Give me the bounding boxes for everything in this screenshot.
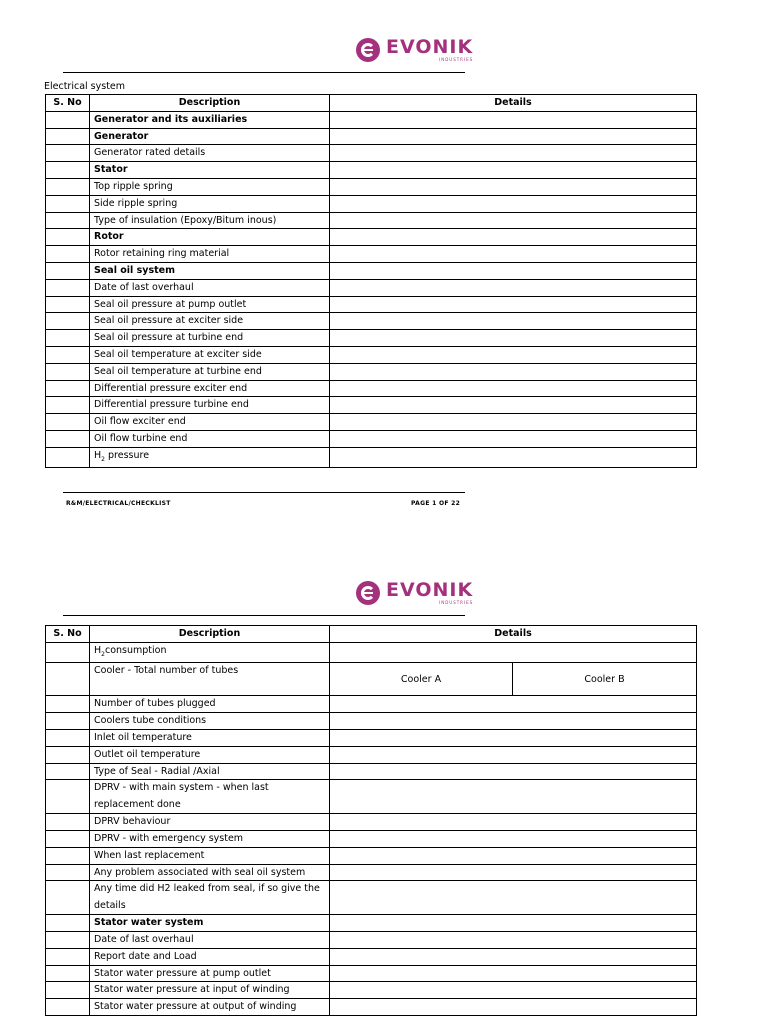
cell-cooler-b: Cooler B: [513, 663, 697, 696]
cell-description: Type of insulation (Epoxy/Bitum inous): [90, 212, 330, 229]
cell-sno: [46, 246, 90, 263]
table-row: [46, 414, 697, 431]
cell-description: Seal oil pressure at exciter side: [90, 313, 330, 330]
cell-description: Coolers tube conditions: [90, 713, 330, 730]
table-row: [46, 932, 697, 949]
table-row: [46, 696, 697, 713]
header-rule: [63, 615, 465, 616]
cell-sno: [46, 642, 90, 663]
cell-sno: [46, 915, 90, 932]
cell-details: [330, 948, 697, 965]
section-title: Electrical system: [44, 81, 126, 92]
cell-details: [330, 932, 697, 949]
cell-details: [330, 831, 697, 848]
table-header-row: [46, 95, 697, 112]
evonik-logo: [356, 38, 473, 62]
table-row: [46, 313, 697, 330]
table-row: [46, 212, 697, 229]
cell-sno: [46, 730, 90, 747]
table-header-row: [46, 626, 697, 643]
cell-sno: [46, 864, 90, 881]
table-row: [46, 380, 697, 397]
table-row: [46, 999, 697, 1016]
table-row: [46, 847, 697, 864]
cell-details: [330, 965, 697, 982]
table-row: [46, 145, 697, 162]
cell-sno: [46, 948, 90, 965]
cell-sno: [46, 145, 90, 162]
cell-sno: [46, 212, 90, 229]
header-details: Details: [330, 95, 697, 112]
cell-sno: [46, 346, 90, 363]
cell-sno: [46, 780, 90, 814]
cell-details: [330, 145, 697, 162]
header-description: Description: [90, 95, 330, 112]
cell-sno: [46, 881, 90, 915]
cell-sno: [46, 229, 90, 246]
footer-rule: [63, 492, 465, 493]
table-row: [46, 330, 697, 347]
cell-description: When last replacement: [90, 847, 330, 864]
cell-details: [330, 696, 697, 713]
checklist-table-2: [45, 625, 697, 1016]
cell-details: [330, 746, 697, 763]
cell-details: [330, 212, 697, 229]
cell-details: [330, 397, 697, 414]
cell-description: Stator: [90, 162, 330, 179]
header-sno: S. No: [46, 626, 90, 643]
cell-description: Date of last overhaul: [90, 279, 330, 296]
cell-sno: [46, 746, 90, 763]
cell-description: $H_2consumption$: [90, 642, 330, 663]
cell-description: Outlet oil temperature: [90, 746, 330, 763]
cell-sno: [46, 178, 90, 195]
table-row: [46, 780, 697, 814]
cell-description: Any time did H2 leaked from seal, if so give the details: [90, 881, 330, 915]
cell-description: Oil flow turbine end: [90, 430, 330, 447]
cell-sno: [46, 111, 90, 128]
table-row: [46, 915, 697, 932]
cell-description: Seal oil temperature at turbine end: [90, 363, 330, 380]
cell-sno: [46, 380, 90, 397]
table-row: [46, 831, 697, 848]
cell-description: Date of last overhaul: [90, 932, 330, 949]
table-row: [46, 642, 697, 663]
table-row: [46, 713, 697, 730]
cell-description: Differential pressure exciter end: [90, 380, 330, 397]
cell-details: [330, 447, 697, 468]
cell-details: [330, 128, 697, 145]
header-sno: S. No: [46, 95, 90, 112]
logo-subtitle: INDUSTRIES: [439, 57, 474, 62]
cell-details: [330, 262, 697, 279]
cell-details: [330, 847, 697, 864]
cell-sno: [46, 313, 90, 330]
table-row: [46, 447, 697, 468]
cell-details: [330, 162, 697, 179]
table-row: [46, 814, 697, 831]
footer-doc-id: R&M/ELECTRICAL/CHECKLIST: [66, 500, 171, 507]
table-row: [46, 229, 697, 246]
cell-description: DPRV - with emergency system: [90, 831, 330, 848]
cell-details: [330, 380, 697, 397]
table-row: [46, 195, 697, 212]
cell-details: [330, 346, 697, 363]
cell-sno: [46, 713, 90, 730]
cell-details: [330, 864, 697, 881]
cell-description: Stator water pressure at input of winding: [90, 982, 330, 999]
table-row: [46, 430, 697, 447]
cell-sno: [46, 999, 90, 1016]
cell-description: Rotor retaining ring material: [90, 246, 330, 263]
table-row: [46, 663, 697, 696]
table-row: [46, 279, 697, 296]
cell-sno: [46, 296, 90, 313]
cell-description: Inlet oil temperature: [90, 730, 330, 747]
cell-details: [330, 313, 697, 330]
cell-sno: [46, 932, 90, 949]
cell-details: [330, 178, 697, 195]
cell-cooler-a: Cooler A: [330, 663, 513, 696]
logo-name: EVONIK: [386, 36, 474, 58]
table-row: [46, 178, 697, 195]
cell-sno: [46, 397, 90, 414]
cell-details: [330, 430, 697, 447]
table-row: [46, 246, 697, 263]
cell-sno: [46, 414, 90, 431]
cell-sno: [46, 262, 90, 279]
cell-sno: [46, 663, 90, 696]
cell-sno: [46, 831, 90, 848]
cell-sno: [46, 430, 90, 447]
cell-sno: [46, 447, 90, 468]
evonik-logo: [356, 581, 473, 605]
table-row: [46, 363, 697, 380]
table-row: [46, 982, 697, 999]
cell-details: [330, 111, 697, 128]
table-row: [46, 397, 697, 414]
table-row: [46, 881, 697, 915]
cell-description: DPRV - with main system - when last replacement done: [90, 780, 330, 814]
checklist-table-1: [45, 94, 697, 468]
cell-description: Differential pressure turbine end: [90, 397, 330, 414]
cell-details: [330, 229, 697, 246]
table-row: [46, 296, 697, 313]
cell-description: Any problem associated with seal oil system: [90, 864, 330, 881]
cell-sno: [46, 279, 90, 296]
cell-description: Rotor: [90, 229, 330, 246]
table-row: [46, 262, 697, 279]
cell-description: Type of Seal - Radial /Axial: [90, 763, 330, 780]
cell-details: [330, 713, 697, 730]
evonik-logo-icon: [356, 38, 380, 62]
cell-description: Generator and its auxiliaries: [90, 111, 330, 128]
page-2: [0, 560, 768, 1024]
cell-description: Generator: [90, 128, 330, 145]
cell-details: [330, 982, 697, 999]
table-row: [46, 746, 697, 763]
header-description: Description: [90, 626, 330, 643]
logo-subtitle: INDUSTRIES: [439, 600, 474, 605]
cell-description: Cooler - Total number of tubes: [90, 663, 330, 696]
cell-description: Stator water pressure at output of winding: [90, 999, 330, 1016]
cell-sno: [46, 363, 90, 380]
cell-description: Number of tubes plugged: [90, 696, 330, 713]
header-details: Details: [330, 626, 697, 643]
table-row: [46, 763, 697, 780]
cell-details: [330, 363, 697, 380]
table-row: [46, 948, 697, 965]
cell-description: Stator water pressure at pump outlet: [90, 965, 330, 982]
cell-details: [330, 881, 697, 915]
cell-sno: [46, 330, 90, 347]
cell-details: [330, 414, 697, 431]
cell-details: [330, 642, 697, 663]
cell-details: [330, 763, 697, 780]
cell-description: $H_2$ pressure: [90, 447, 330, 468]
table-row: [46, 111, 697, 128]
cell-sno: [46, 696, 90, 713]
cell-sno: [46, 847, 90, 864]
cell-description: Side ripple spring: [90, 195, 330, 212]
cell-details: [330, 730, 697, 747]
table-row: [46, 864, 697, 881]
table-row: [46, 128, 697, 145]
cell-details: [330, 814, 697, 831]
logo-name: EVONIK: [386, 579, 474, 601]
cell-description: Seal oil pressure at turbine end: [90, 330, 330, 347]
cell-details: [330, 279, 697, 296]
header-rule: [63, 72, 465, 73]
table-row: [46, 162, 697, 179]
cell-details: [330, 915, 697, 932]
evonik-logo-icon: [356, 581, 380, 605]
cell-sno: [46, 763, 90, 780]
cell-description: Report date and Load: [90, 948, 330, 965]
table-row: [46, 965, 697, 982]
cell-description: Generator rated details: [90, 145, 330, 162]
cell-sno: [46, 162, 90, 179]
cell-details: [330, 195, 697, 212]
table-row: [46, 346, 697, 363]
cell-details: [330, 330, 697, 347]
cell-details: [330, 246, 697, 263]
cell-description: DPRV behaviour: [90, 814, 330, 831]
cell-details: [330, 780, 697, 814]
cell-description: Top ripple spring: [90, 178, 330, 195]
cell-details: [330, 999, 697, 1016]
cell-sno: [46, 982, 90, 999]
cell-description: Oil flow exciter end: [90, 414, 330, 431]
cell-sno: [46, 965, 90, 982]
cell-details: [330, 296, 697, 313]
cell-description: Seal oil pressure at pump outlet: [90, 296, 330, 313]
cell-description: Stator water system: [90, 915, 330, 932]
table-row: [46, 730, 697, 747]
cell-sno: [46, 128, 90, 145]
footer-page-number: PAGE 1 OF 22: [411, 500, 461, 507]
cell-description: Seal oil system: [90, 262, 330, 279]
cell-description: Seal oil temperature at exciter side: [90, 346, 330, 363]
cell-sno: [46, 195, 90, 212]
cell-sno: [46, 814, 90, 831]
